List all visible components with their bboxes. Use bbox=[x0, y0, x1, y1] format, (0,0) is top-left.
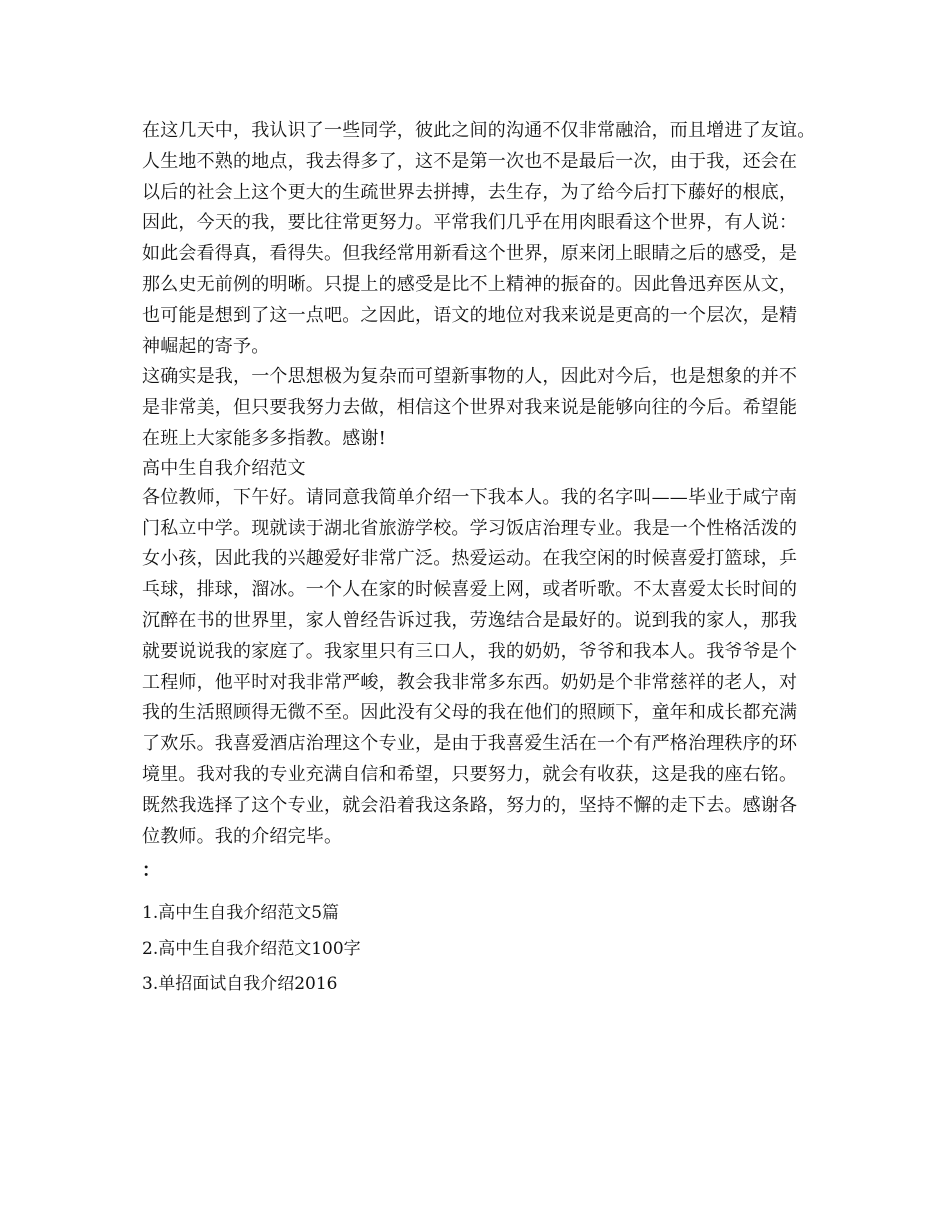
related-article-link[interactable]: 1.高中生自我介绍范文5篇 bbox=[142, 903, 340, 924]
text-line: 沉醉在书的世界里，家人曾经告诉过我，劳逸结合是最好的。说到我的家人，那我 bbox=[142, 609, 798, 631]
text-line: 神崛起的寄予。 bbox=[142, 335, 270, 357]
text-line: 了欢乐。我喜爱酒店治理这个专业，是由于我喜爱生活在一个有严格治理秩序的环 bbox=[142, 733, 798, 755]
text-line: 工程师，他平时对我非常严峻，教会我非常多东西。奶奶是个非常慈祥的老人，对 bbox=[142, 671, 798, 693]
text-line: 也可能是想到了这一点吧。之因此，语文的地位对我来说是更高的一个层次，是精 bbox=[142, 304, 798, 326]
paragraph-3 bbox=[142, 483, 932, 853]
text-line: 我的生活照顾得无微不至。因此没有父母的我在他们的照顾下，童年和成长都充满 bbox=[142, 702, 798, 724]
text-line: 就要说说我的家庭了。我家里只有三口人，我的奶奶，爷爷和我本人。我爷爷是个 bbox=[142, 640, 798, 662]
text-line: 如此会看得真，看得失。但我经常用新看这个世界，原来闭上眼睛之后的感受，是 bbox=[142, 243, 798, 265]
text-line: 是非常美，但只要我努力去做，相信这个世界对我来说是能够向往的今后。希望能 bbox=[142, 397, 798, 419]
text-line: 那么史无前例的明晰。只提上的感受是比不上精神的振奋的。因此鲁迅弃医从文， bbox=[142, 273, 798, 295]
text-line: 既然我选择了这个专业，就会沿着我这条路，努力的，坚持不懈的走下去。感谢各 bbox=[142, 794, 798, 816]
text-line: 在班上大家能多多指教。感谢! bbox=[142, 427, 387, 449]
related-article-link[interactable]: 2.高中生自我介绍范文100字 bbox=[142, 938, 361, 959]
text-line: 以后的社会上这个更大的生疏世界去拼搏，去生存，为了给今后打下藤好的根底， bbox=[142, 181, 798, 203]
text-line: 境里。我对我的专业充满自信和希望，只要努力，就会有收获，这是我的座右铭。 bbox=[142, 763, 798, 785]
text-line: 这确实是我，一个思想极为复杂而可望新事物的人，因此对今后，也是想象的并不 bbox=[142, 366, 798, 388]
text-line: 乓球，排球，溜冰。一个人在家的时候喜爱上网，或者听歌。不太喜爱太长时间的 bbox=[142, 579, 798, 601]
text-line: 人生地不熟的地点，我去得多了，这不是第一次也不是最后一次，由于我，还会在 bbox=[142, 150, 798, 172]
related-article-link[interactable]: 3.单招面试自我介绍2016 bbox=[142, 974, 338, 995]
text-line: 位教师。我的介绍完毕。 bbox=[142, 825, 343, 847]
text-line: 女小孩，因此我的兴趣爱好非常广泛。热爱运动。在我空闲的时候喜爱打篮球，乒 bbox=[142, 548, 798, 570]
related-articles-list bbox=[142, 896, 932, 1003]
text-line: 门私立中学。现就读于湖北省旅游学校。学习饭店治理专业。我是一个性格活泼的 bbox=[142, 517, 798, 539]
text-line: 在这几天中，我认识了一些同学，彼此之间的沟通不仅非常融洽，而且增进了友谊。 bbox=[142, 120, 816, 141]
paragraph-2 bbox=[142, 362, 932, 454]
document-page bbox=[142, 116, 932, 1003]
text-line: 各位教师，下午好。请同意我简单介绍一下我本人。我的名字叫——毕业于咸宁南 bbox=[142, 486, 798, 508]
section-title: 高中生自我介绍范文 bbox=[142, 457, 306, 479]
text-line: 因此，今天的我，要比往常更努力。平常我们几乎在用肉眼看这个世界，有人说： bbox=[142, 212, 798, 234]
paragraph-1 bbox=[142, 116, 932, 362]
list-intro-colon: ： bbox=[142, 860, 160, 882]
